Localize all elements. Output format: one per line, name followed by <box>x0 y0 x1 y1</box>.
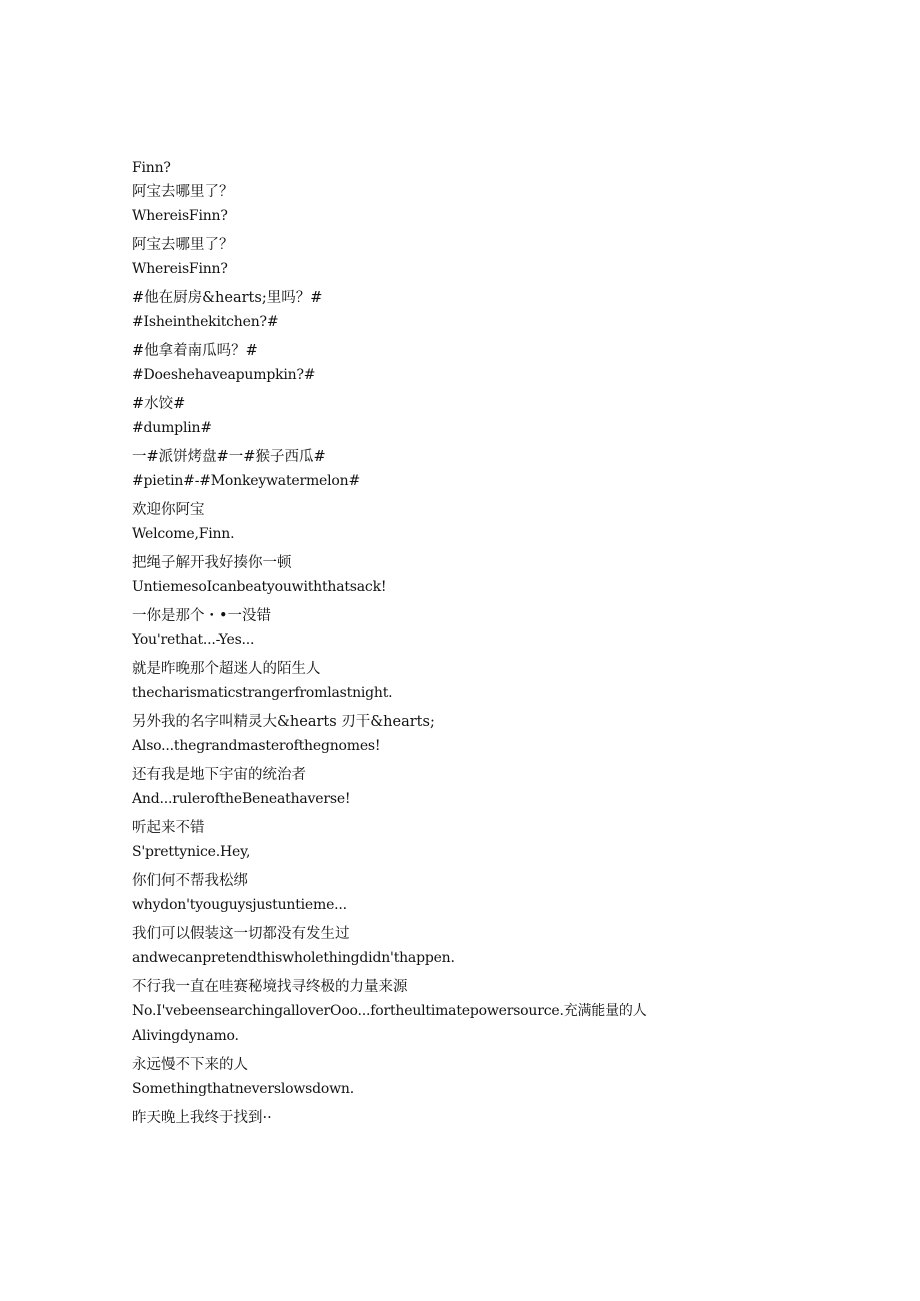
text-line: Finn? <box>132 160 171 176</box>
text-line: 一你是那个・•一没错 <box>132 608 272 624</box>
text-line: 听起来不错 <box>132 820 205 836</box>
subtitle-document <box>132 158 892 1132</box>
text-line: #dumplin# <box>132 420 212 436</box>
text-line: 阿宝去哪里了？ <box>132 237 234 253</box>
text-line: WhereisFinn? <box>132 261 228 277</box>
text-line: #Isheinthekitchen?# <box>132 314 279 330</box>
text-line: UntiemesoIcanbeatyouwiththatsack! <box>132 579 387 595</box>
text-line: And...ruleroftheBeneathaverse! <box>132 791 351 807</box>
text-line: Also...thegrandmasterofthegnomes! <box>132 738 381 754</box>
text-line: 昨天晚上我终于找到·· <box>132 1110 272 1126</box>
text-line: #他在厨房&hearts;里吗？# <box>132 290 323 306</box>
text-line: #pietin#-#Monkeywatermelon# <box>132 473 360 489</box>
text-line: 把绳子解开我好揍你一顿 <box>132 555 292 571</box>
text-line: Alivingdynamo. <box>132 1028 239 1044</box>
text-line: #Doeshehaveapumpkin?# <box>132 367 316 383</box>
text-line: #水饺# <box>132 396 186 412</box>
text-line: 我们可以假装这一切都没有发生过 <box>132 926 350 942</box>
text-line: No.I'vebeensearchingalloverOoo...fortheultimatepowersource.充满能量的人 <box>132 1003 647 1019</box>
text-line: whydon'tyouguysjustuntieme... <box>132 897 347 913</box>
text-line: 欢迎你阿宝 <box>132 502 205 518</box>
text-line: You'rethat...-Yes... <box>132 632 255 648</box>
text-line: 一#派饼烤盘#一#猴子西瓜# <box>132 449 326 465</box>
text-line: WhereisFinn? <box>132 208 228 224</box>
text-line: 还有我是地下宇宙的统治者 <box>132 767 306 783</box>
text-line: Somethingthatneverslowsdown. <box>132 1081 354 1097</box>
text-line: Welcome,Finn. <box>132 526 235 542</box>
text-line: 就是昨晚那个超迷人的陌生人 <box>132 661 321 677</box>
text-line: S'prettynice.Hey, <box>132 844 251 860</box>
text-line: andwecanpretendthiswholethingdidn'thappen. <box>132 950 455 966</box>
text-line: #他拿着南瓜吗？# <box>132 343 258 359</box>
text-line: thecharismaticstrangerfromlastnight. <box>132 685 393 701</box>
text-line: 另外我的名字叫精灵大&hearts 刃干&hearts; <box>132 714 435 730</box>
text-line: 你们何不帮我松绑 <box>132 873 248 889</box>
text-line: 永远慢不下来的人 <box>132 1057 248 1073</box>
text-line: 不行我一直在哇赛秘境找寻终极的力量来源 <box>132 979 408 995</box>
text-line: 阿宝去哪里了？ <box>132 184 234 200</box>
